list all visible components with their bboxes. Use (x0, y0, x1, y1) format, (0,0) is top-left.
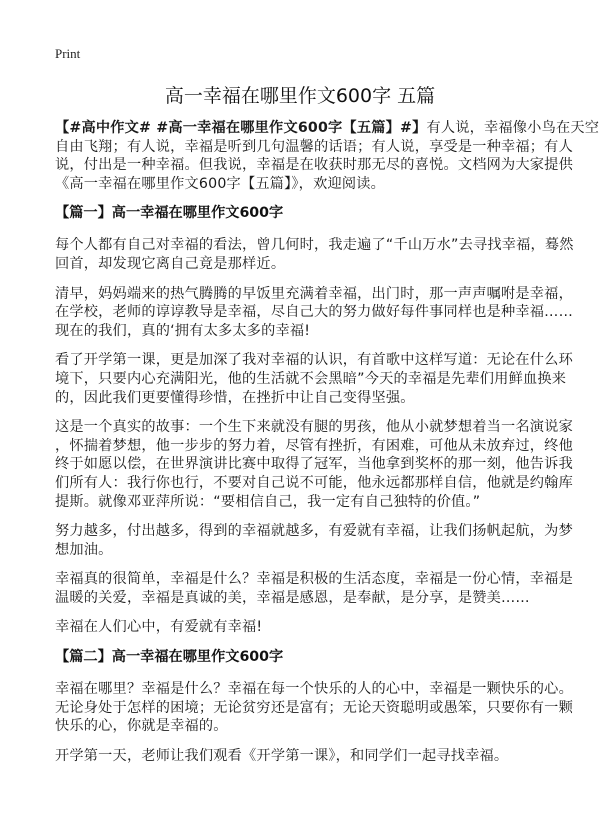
document-body (55, 119, 600, 776)
intro-line: 说，付出是一种幸福。但我说，幸福是在收获时那无尽的喜悦。文档网为大家提供 (55, 157, 573, 174)
paragraph-line: 开学第一天，老师让我们观看《开学第一课》，和同学们一起寻找幸福。 (55, 747, 509, 764)
intro-text: 有人说，幸福像小鸟在天空 (426, 120, 600, 136)
paragraph-line: 境下，只要内心充满阳光，他的生活就不会黑暗”今天的幸福是先辈们用鲜血换来 (55, 370, 567, 387)
paragraph-line: 们所有人：我行你也行，不要对自己说不可能，他永远都那样自信，他就是约翰库 (55, 474, 573, 491)
section-heading-2: 【篇二】高一幸福在哪里作文600字 (55, 649, 284, 666)
paragraph-line: 幸福在人们心中，有爱就有幸福! (55, 619, 263, 636)
section-2-body (55, 680, 573, 765)
paragraph-line: 无论身处于怎样的困境；无论贫穷还是富有；无论天资聪明或愚笨，只要你有一颗 (55, 699, 573, 716)
paragraph-line: 看了开学第一课，更是加深了我对幸福的认识，有首歌中这样写道：无论在什么环 (55, 352, 573, 369)
paragraph (55, 285, 573, 341)
paragraph (55, 618, 555, 637)
paragraph-line: 终于如愿以偿，在世界演讲比赛中取得了冠军，当他拿到奖杯的那一刻，他告诉我 (55, 456, 573, 473)
paragraph (55, 522, 573, 559)
paragraph-line: 温暖的关爱，幸福是真诚的美，幸福是感恩，是奉献，是分享，是赞美…… (55, 589, 530, 606)
paragraph-line: 每个人都有自己对幸福的看法，曾几何时，我走遍了“千山万水”去寻找幸福，蓦然 (55, 237, 574, 254)
paragraph (55, 570, 573, 607)
paragraph-line: ，怀揣着梦想，他一步步的努力着，尽管有挫折，有困难，可他从未放弃过，终他 (55, 437, 573, 454)
page-title: 高一幸福在哪里作文600字 五篇 (164, 85, 436, 107)
paragraph-line: 想加油。 (55, 541, 113, 558)
print-label: Print (55, 46, 81, 61)
section-1-body (55, 236, 574, 637)
intro-line: 自由飞翔；有人说，幸福是听到几句温馨的话语；有人说，享受是一种幸福；有人 (55, 138, 573, 155)
paragraph (55, 236, 574, 273)
paragraph-line: 回首，却发现它离自己竟是那样近。 (55, 255, 286, 272)
paragraph-line: 快乐的心，你就是幸福的。 (55, 718, 228, 735)
intro-line (55, 119, 600, 138)
paragraph-line: 提斯。就像邓亚萍所说：“要相信自己，我一定有自己独特的价值。” (55, 493, 481, 510)
intro-paragraph (55, 119, 600, 193)
paragraph (55, 351, 573, 407)
paragraph-line: 这是一个真实的故事：一个生下来就没有腿的男孩，他从小就梦想着当一名演说家 (55, 419, 573, 436)
paragraph-line: 的，因此我们更要懂得珍惜，在挫折中让自己变得坚强。 (55, 389, 415, 406)
paragraph-line: 努力越多，付出越多，得到的幸福就越多，有爱就有幸福，让我们扬帆起航，为梦 (55, 523, 573, 540)
paragraph-line: 幸福真的很简单，幸福是什么？幸福是积极的生活态度，幸福是一份心情，幸福是 (55, 571, 573, 588)
paragraph (55, 418, 573, 511)
paragraph-line: 幸福在哪里？幸福是什么？幸福在每一个快乐的人的心中，幸福是一颗快乐的心。 (55, 681, 573, 698)
paragraph-line: 现在的我们，真的‘拥有太多太多的幸福! (55, 322, 311, 339)
paragraph (55, 680, 573, 736)
paragraph (55, 747, 555, 766)
paragraph-line: 在学校，老师的谆谆教导是幸福，尽自己大的努力做好每件事同样也是种幸福…… (55, 304, 573, 321)
intro-tag: 【#高中作文# #高一幸福在哪里作文600字【五篇】#】 (55, 120, 427, 136)
section-heading-1: 【篇一】高一幸福在哪里作文600字 (55, 205, 284, 222)
paragraph-line: 清早，妈妈端来的热气腾腾的早饭里充满着幸福，出门时，那一声声嘱咐是幸福， (55, 285, 573, 302)
intro-line: 《高一幸福在哪里作文600字【五篇】》，欢迎阅读。 (55, 175, 386, 192)
